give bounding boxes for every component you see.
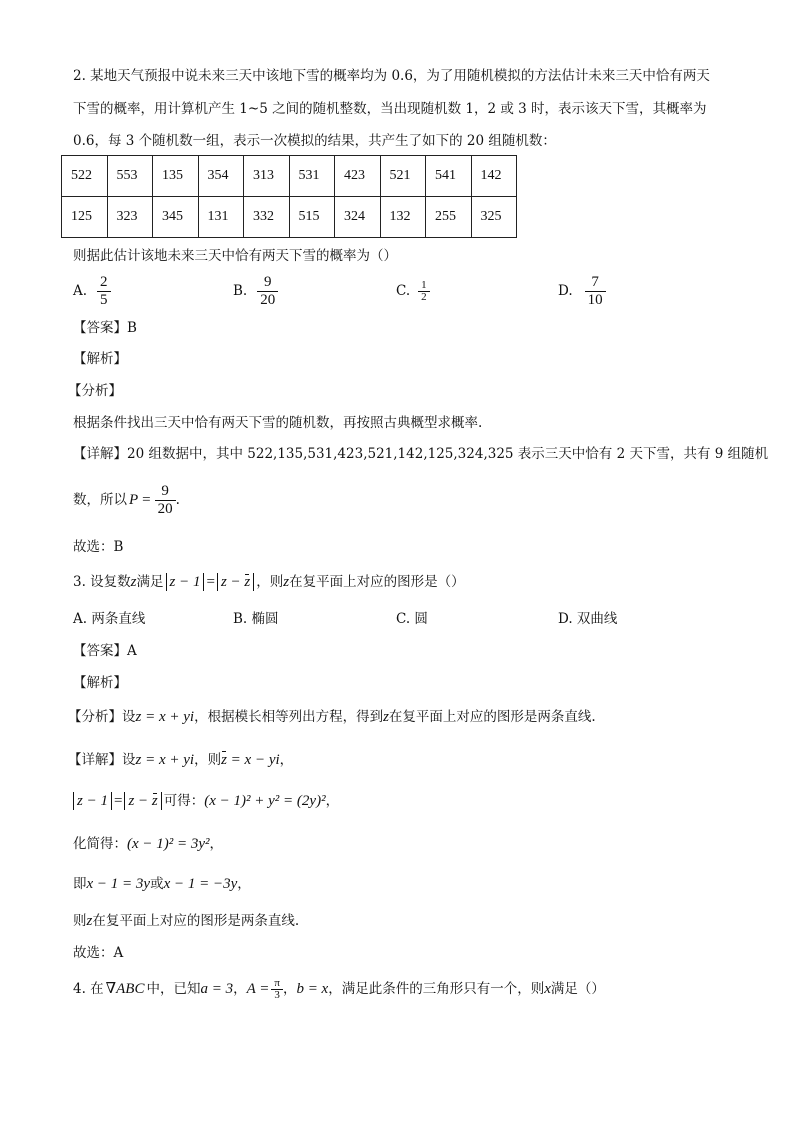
q2-answer: 【答案】B bbox=[73, 320, 137, 336]
option-d-fraction: $\frac{7}{10}$ bbox=[585, 274, 606, 309]
q2-detail-line1: 【详解】20 组数据中，其中 522,135,531,423,521,142,125,324,325 表示三天中恰有 2 天下雪，共有 9 组随机 bbox=[73, 446, 769, 462]
option-label: A. bbox=[73, 283, 88, 299]
table-cell: 522 bbox=[62, 156, 108, 197]
q2-option-c bbox=[396, 270, 430, 312]
option-label: B. bbox=[233, 283, 248, 299]
q3-answer: 【答案】A bbox=[73, 643, 137, 659]
q2-stem-line1: 2. 某地天气预报中说未来三天中该地下雪的概率均为 0.6，为了用随机模拟的方法估计未来三天中恰有两天 bbox=[73, 68, 710, 84]
abs-z-minus-zbar: z − z bbox=[217, 573, 254, 591]
q2-stem-line3: 0.6，每 3 个随机数一组，表示一次模拟的结果，共产生了如下的 20 组随机数： bbox=[73, 133, 556, 149]
q3-detail: 【详解】设z = x + yi，则z = x − yi， bbox=[68, 752, 294, 768]
table-cell: 255 bbox=[426, 197, 472, 238]
q2-question: 则据此估计该地未来三天中恰有两天下雪的概率为（） bbox=[73, 248, 397, 264]
option-b-fraction: $\frac{9}{20}$ bbox=[257, 274, 278, 309]
table-cell: 313 bbox=[244, 156, 290, 197]
table-cell: 423 bbox=[335, 156, 381, 197]
table-cell: 515 bbox=[289, 197, 335, 238]
q2-fenxi-title: 【分析】 bbox=[68, 383, 122, 399]
table-cell: 323 bbox=[107, 197, 153, 238]
table-cell: 332 bbox=[244, 197, 290, 238]
q2-jiexi: 【解析】 bbox=[73, 351, 127, 367]
table-cell: 125 bbox=[62, 197, 108, 238]
q2-option-a bbox=[73, 270, 111, 312]
q3-ze: 则z在复平面上对应的图形是两条直线. bbox=[73, 913, 300, 929]
q3-option-b: B. 椭圆 bbox=[233, 611, 279, 627]
table-row bbox=[62, 197, 517, 238]
table-cell: 132 bbox=[380, 197, 426, 238]
q2-conclusion: 故选：B bbox=[73, 539, 124, 555]
option-a-fraction: $\frac{2}{5}$ bbox=[97, 274, 111, 309]
q2-stem-line2: 下雪的概率，用计算机产生 1~5 之间的随机整数，当出现随机数 1，2 或 3 时，表示该天下雪，其概率为 bbox=[73, 101, 707, 117]
q3-jiexi: 【解析】 bbox=[73, 675, 127, 691]
option-label: C. bbox=[396, 283, 411, 299]
q2-detail-line2: 数，所以 P = $\frac{9}{20}$ . bbox=[73, 482, 180, 517]
q3-stem: 3. 设复数 z 满足 z − 1 = z − z ，则 z 在复平面上对应的图形是（） bbox=[73, 574, 465, 590]
table-cell: 541 bbox=[426, 156, 472, 197]
q4-stem: 4. 在 ∇ABC 中，已知 a = 3 ， A = $\frac{\pi}{3}$ ， b = x ，满足此条件的三角形只有一个，则 x 满足（） bbox=[73, 976, 605, 1001]
table-cell: 553 bbox=[107, 156, 153, 197]
table-cell: 521 bbox=[380, 156, 426, 197]
option-label: D. bbox=[558, 283, 573, 299]
q3-simplified: 化简得：(x − 1)² = 3y²， bbox=[73, 836, 224, 852]
q3-option-c: C. 圆 bbox=[396, 611, 428, 627]
q3-fenxi: 【分析】设z = x + yi，根据模长相等列出方程，得到z在复平面上对应的图形是两条直线. bbox=[68, 709, 596, 725]
angle-fraction: $\frac{\pi}{3}$ bbox=[271, 978, 283, 1001]
table-cell: 354 bbox=[198, 156, 244, 197]
table-row bbox=[62, 156, 517, 197]
random-number-table bbox=[61, 155, 517, 238]
q3-equation-1: z − 1 = z − z 可得： (x − 1)² + y² = (2y)² ， bbox=[73, 791, 339, 811]
table-cell: 135 bbox=[153, 156, 199, 197]
table-cell: 142 bbox=[471, 156, 517, 197]
table-cell: 325 bbox=[471, 197, 517, 238]
table-cell: 531 bbox=[289, 156, 335, 197]
q2-option-b bbox=[233, 270, 278, 312]
q3-conclusion: 故选：A bbox=[73, 945, 124, 961]
table-cell: 324 bbox=[335, 197, 381, 238]
q3-option-a: A. 两条直线 bbox=[73, 611, 146, 627]
q2-option-d bbox=[558, 270, 606, 312]
probability-fraction: $\frac{9}{20}$ bbox=[155, 483, 176, 518]
q2-fenxi-text: 根据条件找出三天中恰有两天下雪的随机数，再按照古典概型求概率. bbox=[73, 415, 483, 431]
option-c-fraction: $\frac{1}{2}$ bbox=[418, 280, 430, 303]
table-cell: 345 bbox=[153, 197, 199, 238]
abs-z-minus-1: z − 1 bbox=[166, 573, 205, 591]
q3-option-d: D. 双曲线 bbox=[558, 611, 618, 627]
q3-ji: 即x − 1 = 3y或x − 1 = −3y， bbox=[73, 876, 251, 892]
table-cell: 131 bbox=[198, 197, 244, 238]
